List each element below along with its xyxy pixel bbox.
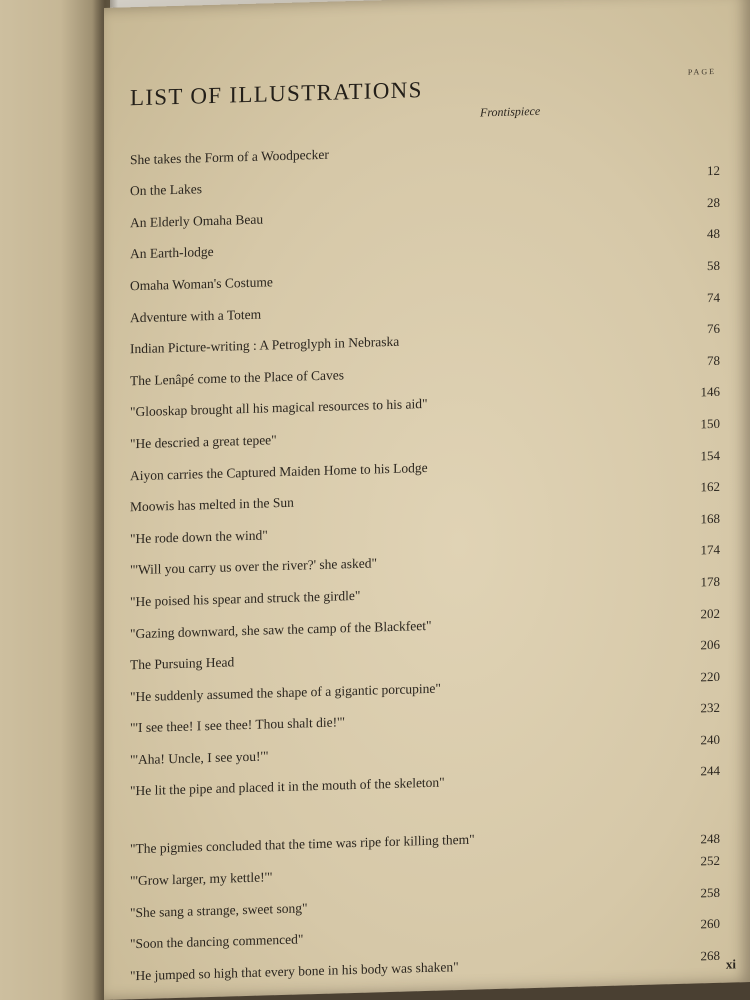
entry-page: 12 — [707, 162, 720, 179]
entry-title: An Earth-lodge — [130, 244, 214, 262]
entry-title: "He rode down the wind" — [130, 527, 268, 546]
entry-page: 232 — [700, 700, 720, 716]
entry-page: 260 — [700, 916, 720, 932]
page-column-label: PAGE — [687, 66, 716, 77]
entry-page: 206 — [700, 636, 720, 653]
entry-page: 258 — [700, 884, 720, 900]
entry-page: 244 — [700, 763, 720, 779]
entry-page: 174 — [700, 542, 720, 558]
entry-page: 58 — [707, 257, 720, 274]
entry-page: 240 — [700, 731, 720, 748]
entries — [130, 103, 720, 985]
entry-page: 248 — [700, 831, 720, 847]
entry-page: 220 — [700, 668, 720, 685]
entry-title: The Lenâpé come to the Place of Caves — [130, 367, 345, 389]
entry-page: 78 — [707, 352, 720, 368]
list-title: LIST OF ILLUSTRATIONS — [130, 77, 423, 111]
entry-title: "Gazing downward, she saw the camp of the Blackfeet" — [130, 617, 432, 641]
entry-title: On the Lakes — [130, 181, 202, 199]
entry-page: 154 — [700, 447, 720, 463]
entry-title: The Pursuing Head — [130, 654, 235, 673]
entry-page: 146 — [700, 384, 720, 400]
entry-title: "'Will you carry us over the river?' she asked" — [130, 555, 378, 578]
entry-title: "'I see thee! I see thee! Thou shalt die!'" — [130, 714, 346, 736]
illustrations-list — [130, 61, 720, 985]
entry-title: "He poised his spear and struck the girdle" — [130, 587, 361, 610]
entry-page: 76 — [707, 320, 720, 337]
entry-page: 150 — [700, 415, 720, 432]
entry-title: "He suddenly assumed the shape of a gigantic porcupine" — [130, 680, 441, 704]
entry-title: Aiyon carries the Captured Maiden Home to his Lodge — [130, 459, 428, 483]
entry-title: Moowis has melted in the Sun — [130, 494, 294, 515]
entry-page: 162 — [700, 478, 720, 495]
entry-title: "She sang a strange, sweet song" — [130, 899, 308, 920]
entry-page: 168 — [700, 510, 720, 527]
entry-title: An Elderly Omaha Beau — [130, 211, 264, 231]
entry-page: 48 — [707, 226, 720, 242]
entry-page: 202 — [700, 605, 720, 621]
book-page — [104, 0, 750, 1000]
entry-title: Omaha Woman's Costume — [130, 274, 273, 294]
entry-title: "'Aha! Uncle, I see you!'" — [130, 748, 269, 768]
entry-title: "'Grow larger, my kettle!'" — [130, 869, 273, 889]
entry-title: "He jumped so high that every bone in his body was shaken" — [130, 958, 459, 984]
page-folio: xi — [725, 956, 736, 972]
entry-page: 268 — [700, 947, 720, 964]
entry-title: "He descried a great tepee" — [130, 432, 277, 452]
entry-title: "He lit the pipe and placed it in the mouth of the skeleton" — [130, 774, 445, 799]
entry-page: 252 — [700, 852, 720, 869]
entry-page: 74 — [707, 289, 720, 305]
entry-title: She takes the Form of a Woodpecker — [130, 146, 329, 167]
entry-title: Indian Picture-writing : A Petroglyph in Nebraska — [130, 333, 400, 357]
entry-page: Frontispiece — [480, 103, 541, 120]
entry-title: Adventure with a Totem — [130, 306, 262, 325]
entry-page: 28 — [707, 194, 720, 210]
entry-title: "The pigmies concluded that the time was ripe for killing them" — [130, 832, 475, 857]
entry-page: 178 — [700, 573, 720, 590]
entry-title: "Soon the dancing commenced" — [130, 931, 304, 952]
entry-title: "Glooskap brought all his magical resources to his aid" — [130, 396, 428, 420]
